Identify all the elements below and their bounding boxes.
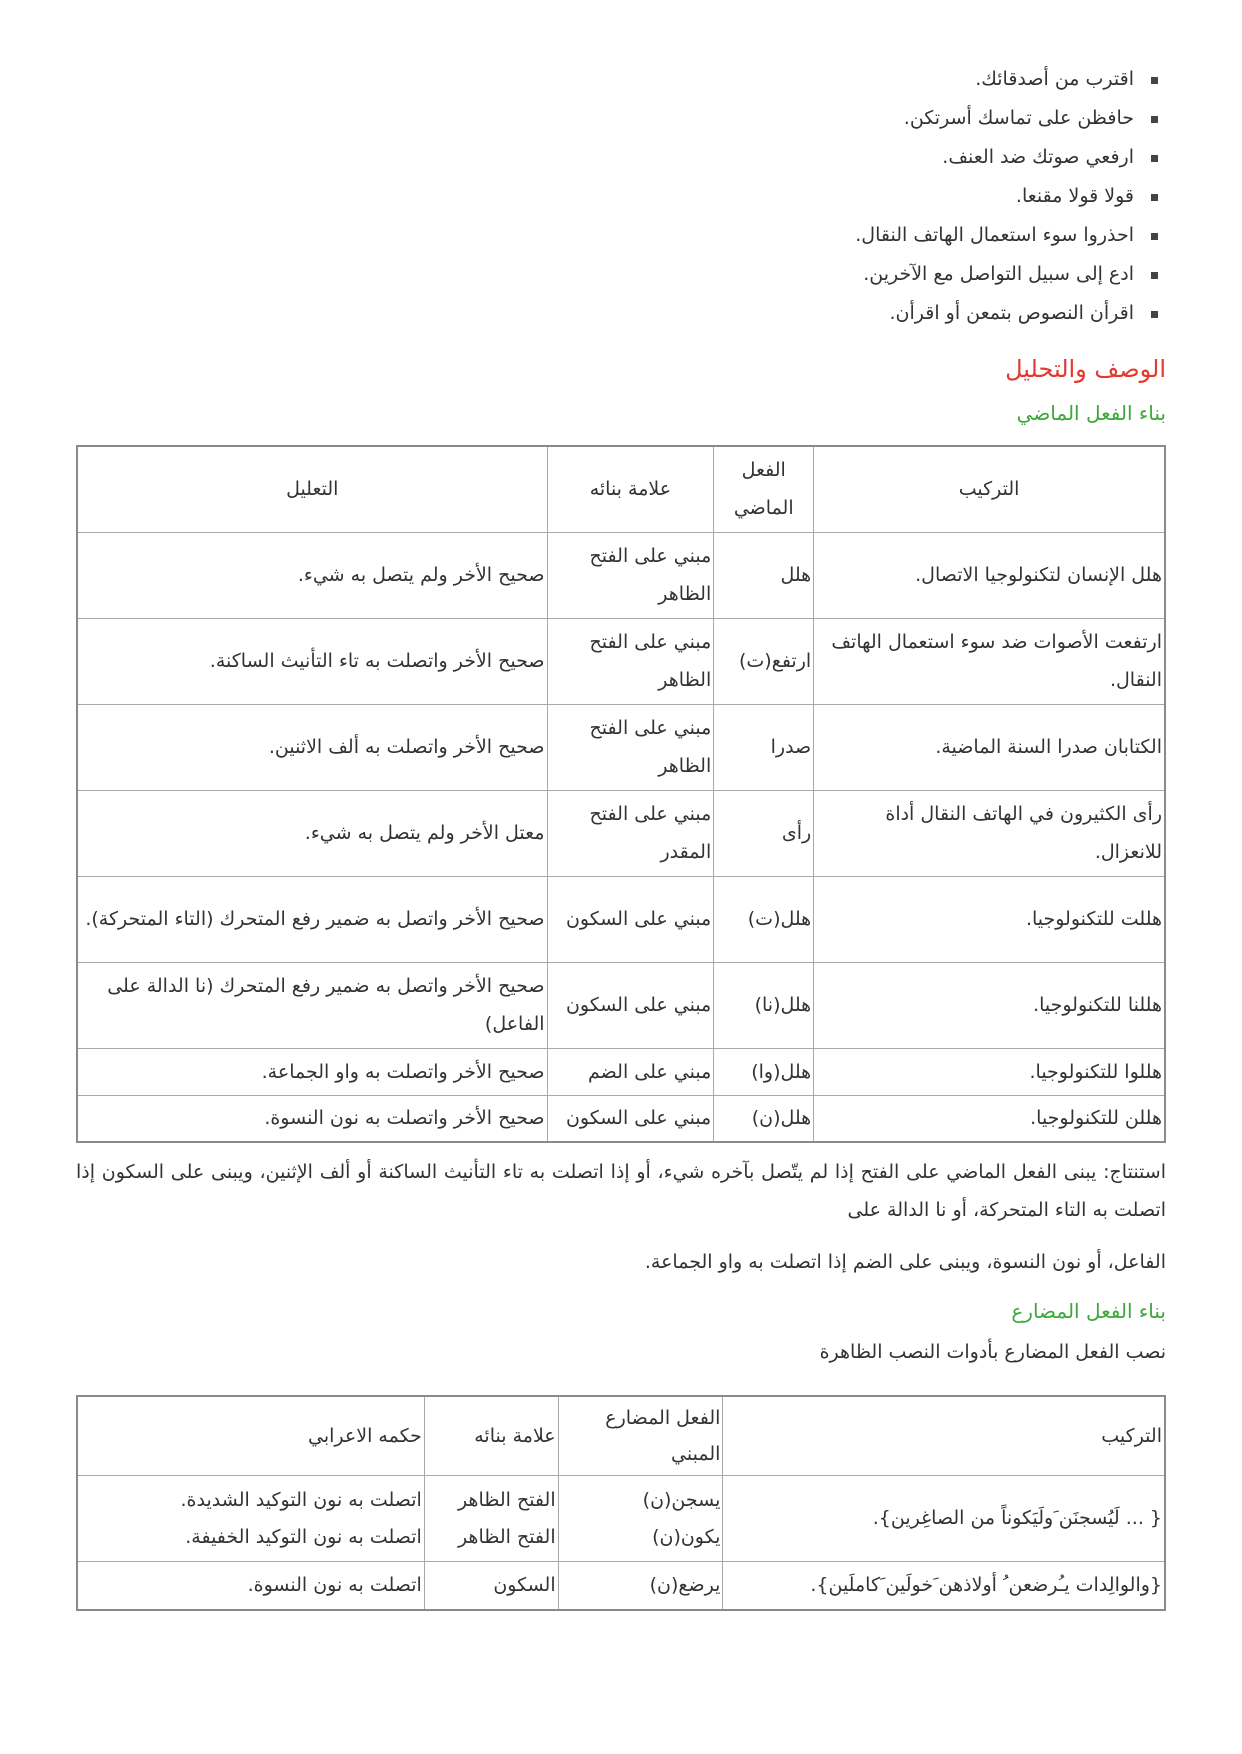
imperative-examples-list bbox=[76, 60, 1166, 333]
cell-structure: رأى الكثيرون في الهاتف النقال أداة للانعزال. bbox=[814, 790, 1165, 876]
cell-structure: هلل الإنسان لتكنولوجيا الاتصال. bbox=[814, 532, 1165, 618]
header-mark: علامة بنائه bbox=[424, 1396, 558, 1476]
cell-structure: { ... لَيُسجنَن َولَيَكوناً من الصاغِرين}. bbox=[723, 1476, 1165, 1562]
cell-reason: صحيح الأخر واتصلت به ألف الاثنين. bbox=[77, 704, 547, 790]
present-verb-note: نصب الفعل المضارع بأدوات النصب الظاهرة bbox=[819, 1341, 1166, 1363]
cell-reason: معتل الأخر ولم يتصل به شيء. bbox=[77, 790, 547, 876]
cell-mark: مبني على الفتح المقدر bbox=[547, 790, 714, 876]
cell-mark: مبني على الفتح الظاهر bbox=[547, 704, 714, 790]
cell-mark: السكون bbox=[424, 1562, 558, 1610]
table-row bbox=[77, 618, 1165, 704]
table-row bbox=[77, 704, 1165, 790]
table-header-row bbox=[77, 1396, 1165, 1476]
section-title: الوصف والتحليل bbox=[1005, 355, 1166, 383]
cell-verb bbox=[558, 1476, 723, 1562]
table-row bbox=[77, 790, 1165, 876]
cell-structure: هللت للتكنولوجيا. bbox=[814, 876, 1165, 962]
header-structure: التركيب bbox=[814, 446, 1165, 532]
table-row bbox=[77, 1095, 1165, 1142]
table-row bbox=[77, 876, 1165, 962]
cell-verb: ارتفع(ت) bbox=[714, 618, 814, 704]
cell-ruling: اتصلت به نون النسوة. bbox=[77, 1562, 424, 1610]
cell-mark-line: الفتح الظاهر bbox=[457, 1525, 556, 1548]
cell-reason: صحيح الأخر واتصلت به تاء التأنيث الساكنة. bbox=[77, 618, 547, 704]
cell-mark: مبني على السكون bbox=[547, 876, 714, 962]
header-structure: التركيب bbox=[723, 1396, 1165, 1476]
cell-verb: يرضع(ن) bbox=[558, 1562, 723, 1610]
cell-structure: هللوا للتكنولوجيا. bbox=[814, 1048, 1165, 1095]
cell-verb: صدرا bbox=[714, 704, 814, 790]
cell-mark bbox=[424, 1476, 558, 1562]
cell-structure: الكتابان صدرا السنة الماضية. bbox=[814, 704, 1165, 790]
list-item: اقترب من أصدقائك. bbox=[76, 60, 1162, 99]
list-item: ادع إلى سبيل التواصل مع الآخرين. bbox=[76, 255, 1162, 294]
cell-ruling-line: اتصلت به نون التوكيد الخفيفة. bbox=[185, 1525, 422, 1548]
present-verb-heading: بناء الفعل المضارع bbox=[1011, 1299, 1166, 1323]
cell-mark-line: الفتح الظاهر bbox=[457, 1488, 556, 1511]
table-header-row bbox=[77, 446, 1165, 532]
list-item: ارفعي صوتك ضد العنف. bbox=[76, 138, 1162, 177]
cell-verb: هلل(وا) bbox=[714, 1048, 814, 1095]
list-item: قولا قولا مقنعا. bbox=[76, 177, 1162, 216]
cell-mark: مبني على الفتح الظاهر bbox=[547, 532, 714, 618]
table-row bbox=[77, 532, 1165, 618]
list-item: حافظن على تماسك أسرتكن. bbox=[76, 99, 1162, 138]
cell-structure: ارتفعت الأصوات ضد سوء استعمال الهاتف النقال. bbox=[814, 618, 1165, 704]
table-row bbox=[77, 1476, 1165, 1562]
header-reason: التعليل bbox=[77, 446, 547, 532]
table-row bbox=[77, 1562, 1165, 1610]
cell-mark: مبني على الضم bbox=[547, 1048, 714, 1095]
cell-reason: صحيح الأخر واتصلت به نون النسوة. bbox=[77, 1095, 547, 1142]
header-verb-line: الفعل bbox=[741, 459, 786, 482]
header-mark: علامة بنائه bbox=[547, 446, 714, 532]
header-verb bbox=[714, 446, 814, 532]
cell-structure: هللنا للتكنولوجيا. bbox=[814, 962, 1165, 1048]
past-verb-heading: بناء الفعل الماضي bbox=[1016, 401, 1166, 425]
cell-ruling bbox=[77, 1476, 424, 1562]
cell-verb: هلل(ن) bbox=[714, 1095, 814, 1142]
cell-verb-line: يسجن(ن) bbox=[642, 1488, 721, 1511]
cell-verb: هلل(نا) bbox=[714, 962, 814, 1048]
cell-reason: صحيح الأخر ولم يتصل به شيء. bbox=[77, 532, 547, 618]
cell-verb: هلل bbox=[714, 532, 814, 618]
list-item: احذروا سوء استعمال الهاتف النقال. bbox=[76, 216, 1162, 255]
cell-verb: هلل(ت) bbox=[714, 876, 814, 962]
header-verb: الفعل المضارع المبني bbox=[558, 1396, 723, 1476]
conclusion-text-continued: الفاعل، أو نون النسوة، ويبنى على الضم إذا اتصلت به واو الجماعة. bbox=[644, 1251, 1166, 1273]
cell-verb: رأى bbox=[714, 790, 814, 876]
table-row bbox=[77, 962, 1165, 1048]
header-verb-line: الماضي bbox=[733, 497, 794, 520]
cell-mark: مبني على السكون bbox=[547, 1095, 714, 1142]
cell-structure: {والوالِدات يـُرضعن ُ أولاذهن َخولَين َكاملَين}. bbox=[723, 1562, 1165, 1610]
page-content bbox=[76, 60, 1166, 1611]
past-verb-table bbox=[76, 445, 1166, 1143]
cell-mark: مبني على الفتح الظاهر bbox=[547, 618, 714, 704]
conclusion-text: استنتاج: يبنى الفعل الماضي على الفتح إذا لم يتّصل بآخره شيء، أو إذا اتصلت به تاء التأنيث الساكنة أو ألف الإثنين، ويبنى على السكون إذا اتصلت به التاء المتحركة، أو نا الدالة على bbox=[76, 1161, 1166, 1221]
present-verb-table bbox=[76, 1395, 1166, 1611]
table-row bbox=[77, 1048, 1165, 1095]
cell-reason: صحيح الأخر واتصل به ضمير رفع المتحرك (التاء المتحركة). bbox=[77, 876, 547, 962]
list-item: اقرأن النصوص بتمعن أو اقرأن. bbox=[76, 294, 1162, 333]
cell-mark: مبني على السكون bbox=[547, 962, 714, 1048]
cell-verb-line: يكون(ن) bbox=[652, 1525, 721, 1548]
header-ruling: حكمه الاعرابي bbox=[77, 1396, 424, 1476]
cell-ruling-line: اتصلت به نون التوكيد الشديدة. bbox=[180, 1488, 422, 1511]
cell-reason: صحيح الأخر واتصلت به واو الجماعة. bbox=[77, 1048, 547, 1095]
cell-reason: صحيح الأخر واتصل به ضمير رفع المتحرك (نا الدالة على الفاعل) bbox=[77, 962, 547, 1048]
cell-structure: هللن للتكنولوجيا. bbox=[814, 1095, 1165, 1142]
